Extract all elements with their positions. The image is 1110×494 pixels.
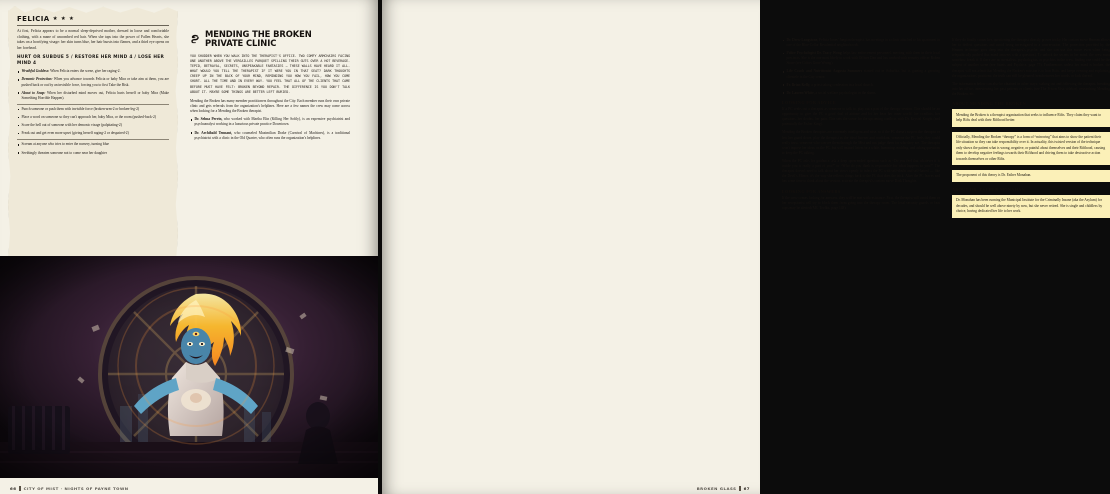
statblock-plain-moves-2 bbox=[17, 142, 169, 155]
article-intro bbox=[190, 99, 350, 114]
article-title-line-1: MENDING THE BROKEN bbox=[205, 29, 312, 39]
intro-paragraph: Mending the Broken has many member practitioners throughout the City. Each member runs their own private clinic and gets referrals from the organization's helplines. Here are a few names the crew may come across when looking for a Mending the Broken therapist. bbox=[190, 98, 350, 114]
practitioner-text: a priest taking confession in a local church. bbox=[810, 82, 874, 87]
move-title: Demonic Protection: bbox=[21, 77, 53, 82]
running-head: BROKEN GLASS bbox=[696, 486, 737, 491]
list-item bbox=[782, 69, 940, 79]
article-header bbox=[190, 30, 350, 50]
footer-divider bbox=[739, 486, 740, 491]
practitioner-name: Dr. Drew Langstone, bbox=[786, 38, 819, 42]
article-title bbox=[205, 30, 312, 48]
highlight-box: The proponent of this theory is Dr. Esther Monahan. bbox=[952, 170, 1110, 182]
move-text: When Felicia enters the scene, give her raging-2. bbox=[50, 69, 121, 74]
illustration-nursery-scene bbox=[0, 256, 378, 478]
list-item: Scream at anyone who tries to enter the nursery, turning blue bbox=[17, 142, 169, 147]
page-number: 66 bbox=[10, 486, 17, 491]
highlight-box: Mending the Broken is a therapist organization that seeks to influence Rifts. They claim they want to help Rifts deal with their Rifthood better. bbox=[952, 109, 1110, 127]
practitioner-name: Fr. Brian Kelly, bbox=[786, 82, 811, 87]
list-item bbox=[782, 91, 940, 96]
list-item: Place a word on someone so they can't approach her, baby Mira, or the room (pushed-back-2) bbox=[17, 115, 169, 120]
list-item bbox=[190, 117, 350, 127]
statblock-title-row bbox=[17, 15, 169, 23]
practitioner-name: Dr. Selma Perrin, bbox=[194, 117, 223, 122]
list-item bbox=[190, 131, 350, 141]
paragraph: The information below can also be obtained in other ways: staking out and following the therapist, breaking into her office, interviewing her past patients or clients (see The Prison Visit sidebar), researching Mending the Broken, etc. bbox=[952, 81, 1110, 97]
list-item bbox=[17, 69, 169, 74]
statblock-tagged-moves bbox=[17, 69, 169, 100]
statblock-plain-moves bbox=[17, 107, 169, 136]
statblock-rating-stars: ★ ★ ★ bbox=[52, 16, 75, 22]
move-title: About to Snap: bbox=[21, 90, 46, 95]
right-page-footer bbox=[697, 486, 750, 491]
practitioner-text: Felicia Jones' Jungian therapist, has meetings in a clinic attached to his apartment in one of the Blue-Collar Residential neighborhoods. bbox=[786, 38, 940, 48]
looking-for-advice-body bbox=[782, 107, 940, 185]
list-item bbox=[17, 77, 169, 87]
highlight-box: Officially, Mending the Broken “therapy” is a form of “mirroring” that aims to show the patient their life situation so they can take responsibility over it. In actuality, this twisted version of the technique only shows the patient what is wrong, negative, or painful about themselves and their Rifthood, causing them to develop negative feelings towards their Rifthood and driving them to take destructive action towards themselves or other Rifts. bbox=[952, 132, 1110, 166]
paragraph: Mending the Broken therapists are extremely intelligent and wise, so if the PC doesn't suspect the therapist or lets her guard down, play the therapist as the ideal listener and confidant, someone the PC feels they could really trust, someone who can see them through the Mist and not judge them for who they are. The therapist won't impose her ideas on the PC, but will instead listen for a while, humming, nodding, and asking questions to keep the PC talking. bbox=[782, 130, 940, 155]
right-page-column-2 bbox=[952, 38, 1110, 223]
move-text: When her disturbed mind moves out, Felicia hurts herself or baby Mira (Make Something Horrible Happen). bbox=[21, 90, 169, 100]
practitioner-text: a social welfare psychologist in the slums. bbox=[814, 90, 877, 95]
article-title-line-2: PRIVATE CLINIC bbox=[205, 38, 277, 49]
footer-divider bbox=[19, 486, 20, 491]
divider bbox=[17, 25, 169, 26]
practitioner-name: Life Coach and Nutritionist Augusta Summers bbox=[786, 69, 863, 74]
practitioner-text: who counseled Maximilian Drake (Carnival of Machines), is a traditional psychiatrist with a clinic in the Old Quarter, who often runs the organization's helplines. bbox=[194, 130, 351, 140]
right-page-column-1 bbox=[782, 38, 940, 214]
paragraph: If a PC seeks out a therapist as someone to talk to, play out a part of the therapy session. This should be an opportunity to give the PC a good deal of airtime and let her bear her inner world: her conflicts, her questions, her doubts, her pain. This sets the scene for the upcoming conflicts with Dr. Krystal Knight (and potentially the Fisher King). bbox=[782, 106, 940, 127]
list-item bbox=[782, 38, 940, 48]
move-title: Wrathful Goddess: bbox=[21, 69, 50, 74]
list-item: Scare the hell out of someone with her demonic visage (palpitating-2) bbox=[17, 123, 169, 128]
statblock-moves-header: HURT OR SUBDUE 5 / RESTORE HER MIND 4 / LOSE HER MIND 4 bbox=[17, 55, 165, 67]
list-item bbox=[17, 91, 169, 101]
practitioner-text: helps law enforcement personnel, meeting with them in their local precincts. She is the one most likely to work with Officer Dan and has worked with security officer Ruben Stone (see Colors Gone Wrong). bbox=[786, 51, 940, 66]
practitioner-name: Police Psychologist Dr. Tracy Wong bbox=[786, 51, 842, 56]
read-aloud-text: YOU SHUDDER WHEN YOU WALK INTO THE THERAPIST'S OFFICE. TWO COMFY ARMCHAIRS FACING ONE ANOTHER ABOVE THE VERSAILLES PARQUET SPILLING THEIR GUTS OVER A HOT BEVERAGE. TEPID, BETRAYAL, SECRETS, UNSPEAKABLE FANTASIES — THESE WALLS HAVE HEARD IT ALL. WHAT WOULD YOU TELL THE THERAPIST IF IT WERE YOU IN THAT SEAT? DARK THOUGHTS CREEP UP IN THE BACK OF YOUR MIND, REMINDING YOU HOW YOU FAIL, HOW YOU COME SHORT. ALL THE TIME AND IN EVERY WAY. YOU FEEL THAT ALL OF THE CLIENTS THAT CAME BEFORE MUST HAVE FELT: BROKEN BEYOND REPAIR. THE DIFFERENCE IS YOU DON'T TALK ABOUT IT. MAYBE SOME THINGS ARE BETTER LEFT BURIED. bbox=[190, 53, 350, 94]
move-text: When you advance towards Felicia or baby Mira or take aim at them, you are pushed back or out by an invisible force, forcing you to first Take the Risk. bbox=[21, 77, 169, 87]
statblock-description: At first, Felicia appears to be a normal sleep-deprived mother, dressed in loose and comfortable clothing, with a mane of uncombed red hair. When she taps into the power of Fallen Hearts, she takes on a horrifying visage: her skin turns blue, her hair bursts into flames, and a third eye opens on her forehead. bbox=[17, 29, 169, 50]
left-page-footer bbox=[10, 486, 129, 491]
practitioner-list-left bbox=[190, 117, 350, 140]
practitioner-text: started out in Suburbia, but is gaining a growing clientele in the City centre. bbox=[786, 69, 940, 79]
article-column bbox=[190, 30, 350, 144]
paragraph: If the crew comes looking for answers, they will be met with resistance. First, the therapist will avoid them or her receptionist will try to block them from going into the therapy room. The local security guards or beat cops may be alerted (MC Toolkit, page 148). bbox=[782, 195, 940, 210]
practitioner-name: Dr. Lauren White, bbox=[786, 90, 815, 95]
page-number: 67 bbox=[743, 486, 750, 491]
right-page bbox=[382, 0, 1110, 494]
felicia-statblock bbox=[8, 6, 178, 264]
list-item bbox=[782, 51, 940, 66]
statblock-name: FELICIA bbox=[17, 15, 50, 23]
section-heading-about-mending: ABOUT MENDING THE BROKEN bbox=[952, 101, 1026, 107]
list-item: Punch someone or push them with invisible force (broken-arm-2 or broken-leg-2) bbox=[17, 107, 169, 112]
looking-for-answers-body bbox=[782, 196, 940, 211]
running-head: CITY OF MIST · NIGHTS OF PAYNE TOWN bbox=[23, 486, 129, 491]
highlight-box: Dr. Monahan has been running the Municipal Institute for the Criminally Insane (aka the Asylum) for decades, and should be well above ninety by now, but she never retired. She is single and childless by choice, having dedicated her life to her work. bbox=[952, 195, 1110, 218]
paragraph: If they do finally corner her, questioning the therapist directly proves tricky. Her custom move Hmmm allows her to deflect questions and avoid being investigated in a conversation. The protection provided by the Hmmm technique goes deep into the therapist's psyche, and she can use this move even when being telepathically probed (but mind answers with a question). To unlock the secrets in her mind, the crew must somehow break it. If there are no mentalists, psychologists, or psychics in the crew, finding one could be the subject of another scene (see Saints and Psychics, page 75). Furthermore, unless her mind is broken, the therapist will not admit that Mending the Broken's mission is to hurt Rifts, and keeps evening and explaining the organizations' positions; the truth can still be gleaned from between her words, or lack thereof. bbox=[952, 38, 1110, 78]
list-item: Freak out and get even more upset (giving herself raging-2 or despaired-2) bbox=[17, 131, 169, 136]
looking-for-answers-continued bbox=[952, 38, 1110, 97]
list-item: Seethingly threaten someone not to come near her daughter bbox=[17, 151, 169, 156]
section-heading-looking-for-advice: LOOKING FOR ADVICE bbox=[782, 99, 836, 105]
left-page bbox=[0, 0, 378, 494]
divider bbox=[17, 139, 169, 140]
section-heading-about-monahan: ABOUT DR. ESTHER MONAHAN bbox=[952, 186, 1026, 192]
practitioner-name: Dr. Archibald Tennant, bbox=[194, 130, 233, 135]
practitioner-text: who worked with Martha Elin (Killing Her Softly), is an expensive psychiatrist and psychoanalyst working in a luxurious private practice Downtown. bbox=[194, 117, 350, 127]
paragraph: When the PC asks for guidance, ask a deep open-ended question such as “Do you feel that whatever it is inside you is really a part of you?” or “Who do you think is responsible for what happens to you?” The therapist doesn't need to talk about her views openly to infect the PC with self-doubt and self-hatred — like the Devil's Mirror, it's the way she reflects things back to the PC that does the trick. After the PC leaves and has some time to think about the session, activate the therapist's custom move Dark Thoughts. bbox=[782, 159, 940, 184]
divider bbox=[17, 104, 169, 105]
practitioner-list-right bbox=[782, 38, 940, 96]
section-heading-looking-for-answers: LOOKING FOR ANSWERS bbox=[782, 188, 841, 194]
list-item bbox=[782, 83, 940, 88]
snake-icon bbox=[190, 32, 201, 50]
